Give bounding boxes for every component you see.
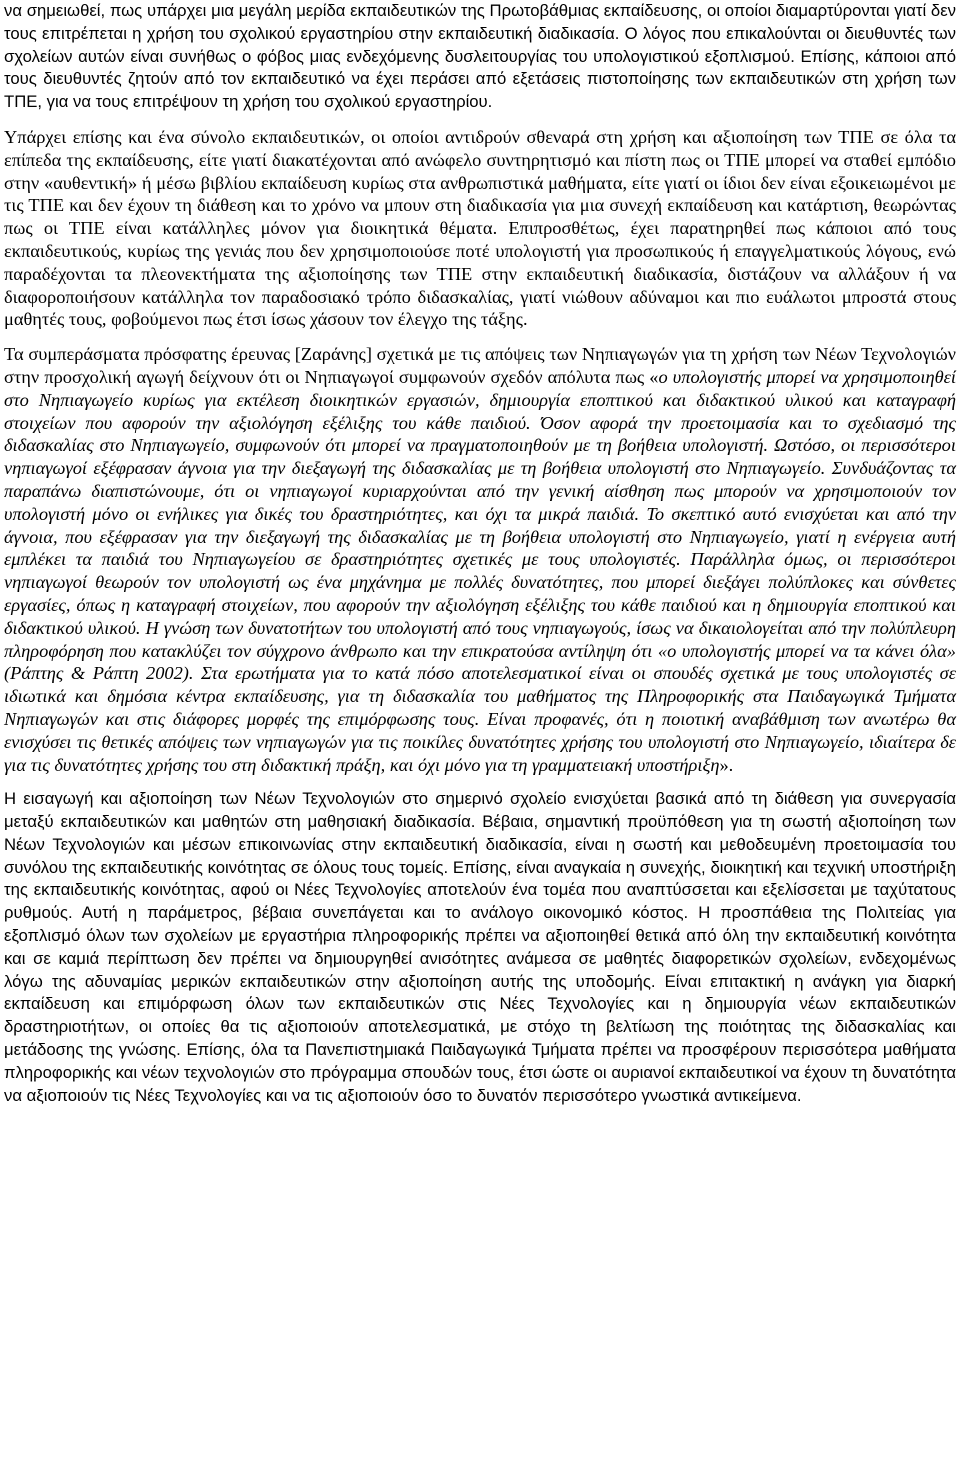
paragraph-4: [4, 788, 956, 1107]
paragraph-spacer: [4, 114, 956, 126]
paragraph-2-text: Υπάρχει επίσης και ένα σύνολο εκπαιδευτικών, οι οποίοι αντιδρούν σθεναρά στη χρήση και αξιοποίηση των ΤΠΕ σε όλα τα επίπεδα της εκπαίδευσης, είτε γιατί διακατέχονται από ανώφελο συντηρητισμό και πίστη πως οι ΤΠΕ μπορεί να σταθεί εμπόδιο στην «αυθεντική» ή μέσω βιβλίου εκπαίδευση κυρίως στα ανθρωπιστικά μαθήματα, είτε γιατί οι ίδιοι δεν είναι εξοικειωμένοι με τις ΤΠΕ και δεν έχουν τη διάθεση και το χρόνο να μπουν στη διαδικασία για μια συνεχή εκπαίδευση και κατάρτιση, θεωρώντας πως οι ΤΠΕ είναι κατάλληλες μόνον για διοικητικά θέματα. Επιπροσθέτως, έχει παρατηρηθεί πως κάποιοι από τους εκπαιδευτικούς, κυρίως της γενιάς που δεν χρησιμοποιούσε ποτέ υπολογιστή για προσωπικούς ή επαγγελματικούς λόγους, ενώ παραδέχονται τα πλεονεκτήματα της αξιοποίησης των ΤΠΕ στην εκπαιδευτική διαδικασία, διστάζουν να αλλάξουν ή να διαφοροποιήσουν κατάλληλα τον παραδοσιακό τρόπο διδασκαλίας, γιατί νιώθουν αδύναμοι και πιο ευάλωτοι μπροστά στους μαθητές τους, φοβούμενοι πως έτσι ίσως χάσουν τον έλεγχο της τάξης.: [4, 126, 956, 330]
paragraph-3-quote-close: ».: [719, 754, 734, 775]
paragraph-spacer: [4, 776, 956, 788]
paragraph-4-text: Η εισαγωγή και αξιοποίηση των Νέων Τεχνολογιών στο σημερινό σχολείο ενισχύεται βασικά από τη διάθεση για συνεργασία μεταξύ εκπαιδευτικών και μαθητών στη μαθησιακή διαδικασία. Βέβαια, σημαντική προϋπόθεση για τη σωστή αξιοποίηση των Νέων Τεχνολογιών και μέσων επικοινωνίας στην εκπαιδευτική διαδικασία, είναι η σωστή και μεθοδευμένη προετοιμασία του συνόλου της εκπαιδευτικής κοινότητας σε όλους τους τομείς. Επίσης, είναι αναγκαία η συνεχής, διοικητική και τεχνική υποστήριξη της εκπαιδευτικής κοινότητας, αφού οι Νέες Τεχνολογίες αποτελούν ένα τομέα που αναπτύσσεται και εξελίσσεται με ταχύτατους ρυθμούς. Αυτή η παράμετρος, βέβαια συνεπάγεται και το ανάλογο οικονομικό κόστος. Η προσπάθεια της Πολιτείας για εξοπλισμό όλων των σχολείων με εργαστήρια πληροφορικής πρέπει να αξιοποιηθεί θετικά από όλη την εκπαιδευτική κοινότητα και σε καμιά περίπτωση δεν πρέπει να δημιουργηθεί ανισότητες ανάμεσα σε μαθητές διαφορετικών σχολείων, ενδεχομένως λόγω της αδυναμίας μερικών εκπαιδευτικών στην αξιοποίηση αυτής της υποδομής. Είναι επιτακτική η ανάγκη για διαρκή εκπαίδευση και επιμόρφωση όλων των εκπαιδευτικών στις Νέες Τεχνολογίες και η δημιουργία νέων εκπαιδευτικών δραστηριοτήτων, οι οποίες θα τις αξιοποιούν αποτελεσματικά, με στόχο τη βελτίωση της ποιότητας της διδασκαλίας και μετάδοσης της γνώσης. Επίσης, όλα τα Πανεπιστημιακά Παιδαγωγικά Τμήματα πρέπει να προσφέρουν περισσότερα μαθήματα πληροφορικής και νέων τεχνολογιών στο πρόγραμμα σπουδών τους, έτσι ώστε οι αυριανοί εκπαιδευτικοί να έχουν τη δυνατότητα να αξιοποιούν τις Νέες Τεχνολογίες και να τις αξιοποιούν όσο το δυνατόν περισσότερο γνωστικά αντικείμενα.: [4, 789, 956, 1105]
paragraph-3-quote: ο υπολογιστής μπορεί να χρησιμοποιηθεί στο Νηπιαγωγείο κυρίως για εκτέλεση διοικητικών εργασιών, δημιουργία εποπτικού και διδακτικού υλικού και καταγραφή στοιχείων που αφορούν την αξιολόγηση εξέλιξης του κάθε παιδιού. Όσον αφορά την προετοιμασία και το σχεδιασμό της διδασκαλίας στο Νηπιαγωγείο, συμφωνούν ότι μπορεί να πραγματοποιηθούν με τη βοήθεια υπολογιστή. Ωστόσο, οι περισσότεροι νηπιαγωγοί εξέφρασαν άγνοια για την διεξαγωγή της διδασκαλίας με τη βοήθεια υπολογιστή στο Νηπιαγωγείο. Συνδυάζοντας τα παραπάνω διαπιστώνουμε, ότι οι νηπιαγωγοί κυριαρχούνται από την γενική αίσθηση πως μπορούν να χρησιμοποιούν τον υπολογιστή μόνο οι ενήλικες για δικές του δραστηριότητες, και όχι τα μικρά παιδιά. Το σκεπτικό αυτό ενισχύεται και από την άγνοια, που εξέφρασαν για την διεξαγωγή της διδασκαλίας με τη βοήθεια υπολογιστή στο Νηπιαγωγείο, γιατί η ενέργεια αυτή εμπλέκει τα παιδιά του Νηπιαγωγείου σε δραστηριότητες σχετικές με τους υπολογιστές. Παράλληλα όμως, οι περισσότεροι νηπιαγωγοί θεωρούν τον υπολογιστή ως ένα μηχάνημα με πολλές δυνατότητες, που μπορεί διεξάγει πολύπλοκες και σύνθετες εργασίες, όπως η καταγραφή στοιχείων, που αφορούν την αξιολόγηση εξέλιξης του κάθε παιδιού και η δημιουργία εποπτικού και διδακτικού υλικού. Η γνώση των δυνατοτήτων του υπολογιστή από τους νηπιαγωγούς, ίσως να δικαιολογείται από την πολύπλευρη πληροφόρηση που κατακλύζει τον σύγχρονο άνθρωπο και την επικρατούσα αντίληψη ότι «ο υπολογιστής μπορεί να τα κάνει όλα» (Ράπτης & Ράπτη 2002). Στα ερωτήματα για το κατά πόσο αποτελεσματικοί είναι οι σπουδές σχετικά με τους υπολογιστές σε ιδιωτικά και δημόσια κέντρα εκπαίδευσης, για τη διδασκαλία του μαθήματος της Πληροφορικής στα Παιδαγωγικά Τμήματα Νηπιαγωγών και στις διάφορες μορφές της επιμόρφωσης τους. Είναι προφανές, ότι η ποιοτική αναβάθμιση των ανωτέρω θα ενισχύσει τις θετικές απόψεις των νηπιαγωγών για τις ποικίλες δυνατότητες χρήσης του υπολογιστή στο Νηπιαγωγείο, ιδιαίτερα δε για τις δυνατότητες χρήσης του στη διδακτική πράξη, και όχι μόνο για τη γραμματειακή υποστήριξη: [4, 366, 956, 775]
paragraph-3: [4, 343, 956, 776]
paragraph-2: [4, 126, 956, 331]
paragraph-1-text: να σημειωθεί, πως υπάρχει μια μεγάλη μερίδα εκπαιδευτικών της Πρωτοβάθμιας εκπαίδευσης, οι οποίοι διαμαρτύρονται γιατί δεν τους επιτρέπεται η χρήση του σχολικού εργαστηρίου στην εκπαιδευτική διαδικασία. Ο λόγος που επικαλούνται οι διευθυντές των σχολείων αυτών είναι συνήθως ο φόβος μιας ενδεχόμενης δυσλειτουργίας του υπολογιστικού εξοπλισμού. Επίσης, κάποιοι από τους διευθυντές ζητούν από τον εκπαιδευτικό να έχει περάσει από εξετάσεις πιστοποίησης των εκπαιδευτικών στη χρήση των ΤΠΕ, για να τους επιτρέψουν τη χρήση του σχολικού εργαστηρίου.: [4, 1, 956, 112]
paragraph-1: [4, 0, 956, 114]
paragraph-spacer: [4, 331, 956, 343]
paragraph-3-text-intro: Τα συμπεράσματα πρόσφατης έρευνας [Ζαράνης] σχετικά με τις απόψεις των Νηπιαγωγών για τη χρήση των Νέων Τεχνολογιών στην προσχολική αγωγή δείχνουν ότι οι Νηπιαγωγοί συμφωνούν σχεδόν απόλυτα πως «: [4, 344, 956, 387]
